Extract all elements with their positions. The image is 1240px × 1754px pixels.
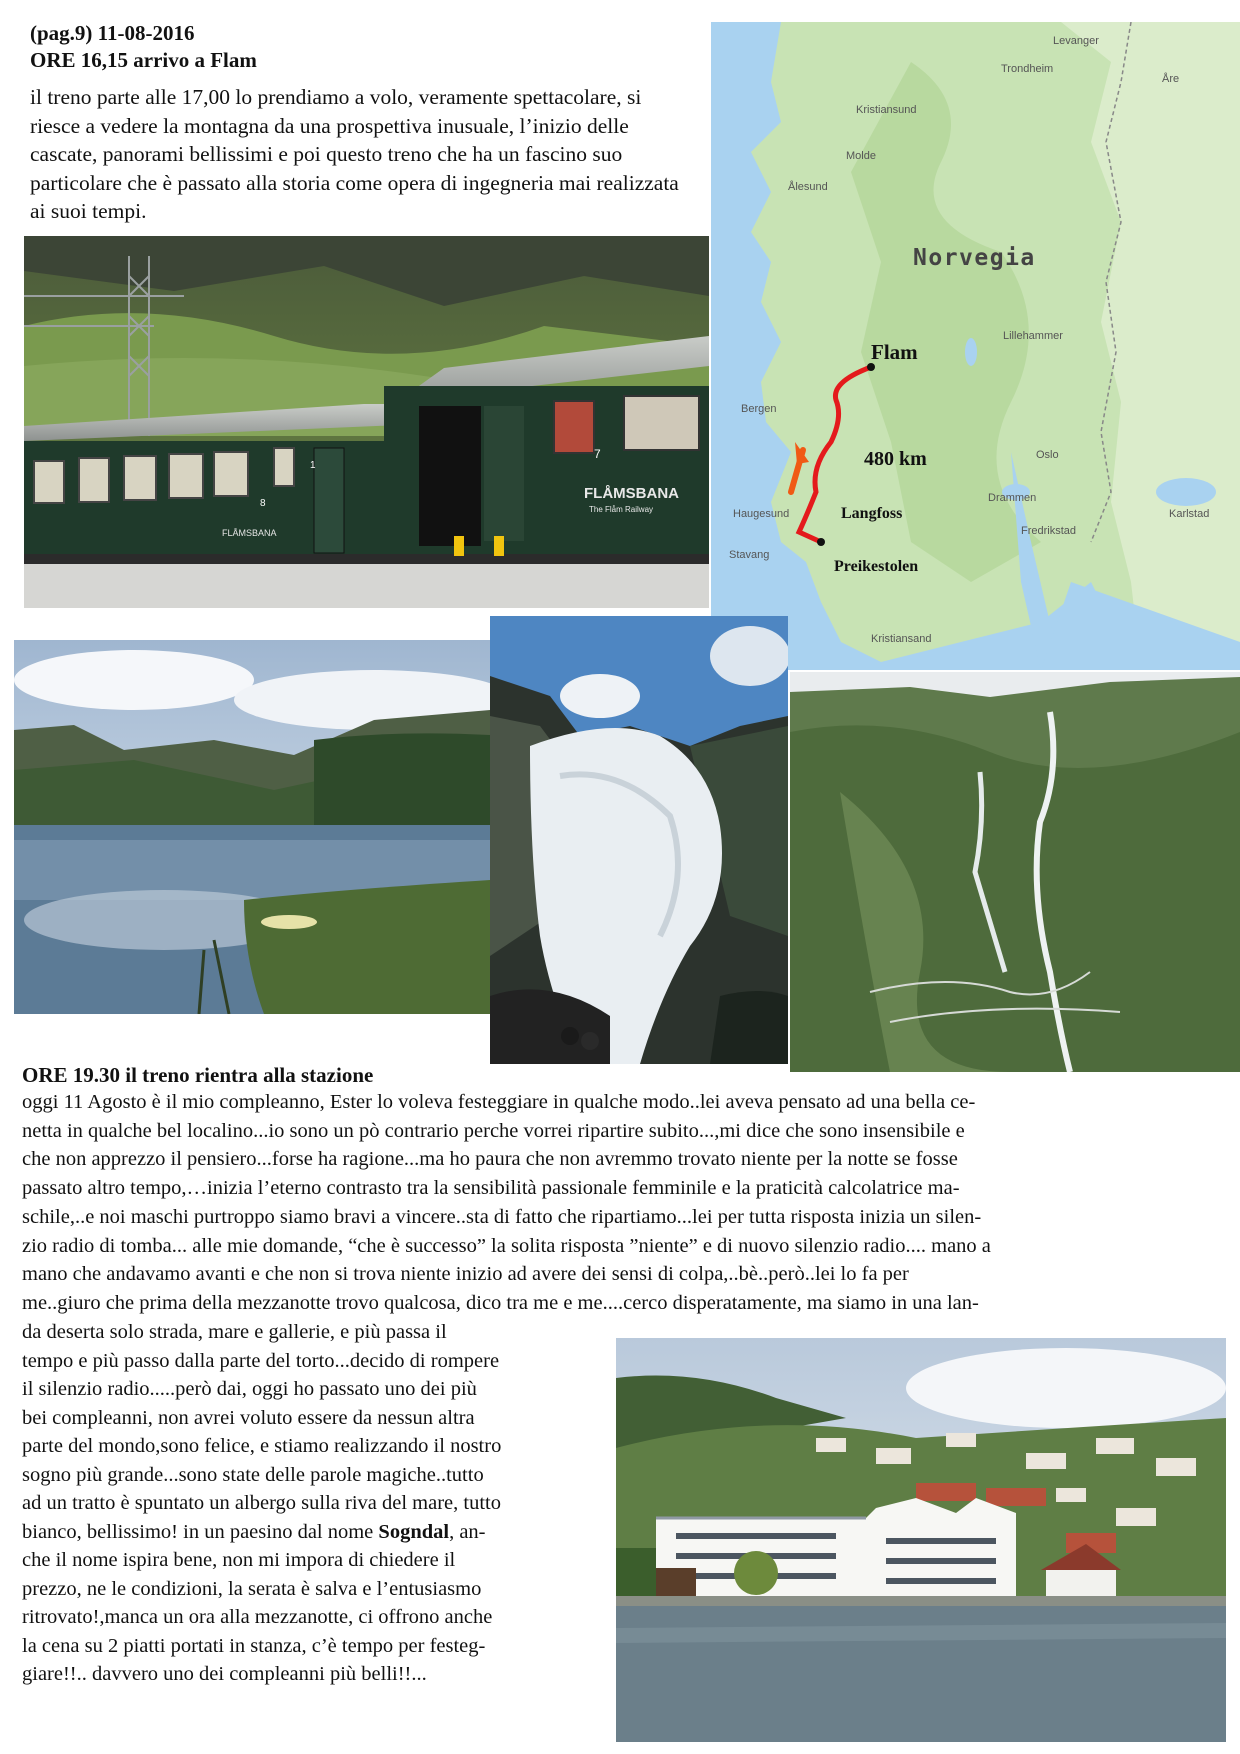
place-haugesund: Haugesund xyxy=(733,508,790,520)
body-line: tempo e più passo dalla parte del torto...decido di rompere xyxy=(22,1349,500,1372)
coach-right-logo: FLÅMSBANA xyxy=(584,485,679,502)
norway-route-map xyxy=(711,22,1240,670)
body-line: passato altro tempo,…inizia l’eterno contrasto tra la sensibilità passionale femminile e la praticità calcolatrice ma- xyxy=(22,1177,960,1200)
place-fredrikstad: Fredrikstad xyxy=(1021,525,1077,537)
town-name: Sogndal xyxy=(378,1520,450,1543)
lake-photo xyxy=(14,640,490,1014)
place-drammen: Drammen xyxy=(988,492,1037,504)
marker-flam xyxy=(867,363,875,371)
body-line: oggi 11 Agosto è il mio compleanno, Ester lo voleva festeggiare in qualche modo..lei aveva pensato ad una bella ce- xyxy=(22,1091,976,1113)
route-label-distance: 480 km xyxy=(864,448,927,470)
coach-left-number: 8 xyxy=(260,498,266,509)
body-line: netta in qualche bel localino...io sono un pò contrario perche vorrei ripartire subito...,mi dice che sono insensibile e xyxy=(22,1119,965,1142)
waterfall-photo xyxy=(490,616,788,1064)
body-line: ad un tratto è spuntato un albergo sulla riva del mare, tutto xyxy=(22,1492,501,1514)
body-line: prezzo, ne le condizioni, la serata è salva e l’entusiasmo xyxy=(22,1577,482,1600)
door-number: 1 xyxy=(310,460,316,471)
place-levanger: Levanger xyxy=(1053,35,1099,47)
place-kristiansand: Kristiansand xyxy=(871,633,932,645)
body-line: parte del mondo,sono felice, e stiamo realizzando il nostro xyxy=(22,1435,502,1457)
intro-paragraph: il treno parte alle 17,00 lo prendiamo a volo, veramente spettacolare, si riesce a vedere la montagna da una prospettiva inusuale, l’inizio delle cascate, panorami bellissimi e poi questo treno che ha un fascino suo particolare che è passato alla storia come opera di ingegneria mai realizzata ai suoi tempi. xyxy=(30,85,679,223)
route-label-preikestolen: Preikestolen xyxy=(834,558,919,575)
place-karlstad: Karlstad xyxy=(1169,508,1210,520)
body-line: giare!!.. davvero uno dei compleanni più belli!!... xyxy=(22,1663,427,1685)
body-line: che il nome ispira bene, non mi impora di chiedere il xyxy=(22,1549,456,1571)
mountain-waterfall-photo xyxy=(790,672,1240,1072)
coach-right-sub: The Flåm Railway xyxy=(589,505,654,514)
body-line: sogno più grande...sono state delle parole magiche..tutto xyxy=(22,1463,484,1486)
route-label-flam: Flam xyxy=(871,340,918,364)
train-photo xyxy=(24,236,709,608)
page-date-heading: (pag.9) 11-08-2016 xyxy=(30,21,195,45)
body-line: la cena su 2 piatti portati in stanza, c’è tempo per festeg- xyxy=(22,1634,486,1657)
body-line: zio radio di tomba... alle mie domande, “che è successo” la solita risposta ”niente” e di nuovo silenzio radio.... mano a xyxy=(22,1234,991,1257)
body-line: mano che andavamo avanti e che non si trova niente inizio ad avere dei sensi di colpa,..bè..però..lei lo fa per xyxy=(22,1263,909,1286)
body-line: me..giuro che prima della mezzanotte trovo qualcosa, dico tra me e me....cerco disperatamente, ma siamo in una lan- xyxy=(22,1291,979,1314)
coach-right-number: 7 xyxy=(594,447,601,461)
route-label-langfoss: Langfoss xyxy=(841,505,903,522)
place-stavanger: Stavang xyxy=(729,549,770,561)
place-are: Åre xyxy=(1162,73,1180,85)
body-full-lines xyxy=(22,1088,1232,1318)
body-line: ritrovato!,manca un ora alla mezzanotte, ci offrono anche xyxy=(22,1606,493,1628)
place-alesund: Ålesund xyxy=(788,181,828,193)
body-line: bei compleanni, non avrei voluto essere da nessun altra xyxy=(22,1406,475,1429)
body-narrow-lines xyxy=(22,1318,622,1689)
marker-preikestolen xyxy=(817,538,825,546)
place-trondheim: Trondheim xyxy=(1001,63,1054,75)
place-kristiansund: Kristiansund xyxy=(856,104,917,116)
body-line-town: bianco, bellissimo! in un paesino dal nome Sogndal, an- xyxy=(22,1520,486,1543)
country-label: Norvegia xyxy=(913,245,1036,271)
place-lillehammer: Lillehammer xyxy=(1003,330,1063,342)
return-heading: ORE 19.30 il treno rientra alla stazione xyxy=(22,1063,374,1087)
coach-left-logo: FLÅMSBANA xyxy=(222,528,277,538)
place-oslo: Oslo xyxy=(1036,449,1059,461)
body-line: che non apprezzo il pensiero...forse ha ragione...ma ho paura che non avremmo trovato niente per la notte se fosse xyxy=(22,1148,958,1171)
place-molde: Molde xyxy=(846,150,876,162)
body-line: il silenzio radio.....però dai, oggi ho passato uno dei più xyxy=(22,1378,477,1400)
arrival-heading: ORE 16,15 arrivo a Flam xyxy=(30,48,257,72)
hotel-photo xyxy=(616,1338,1226,1742)
body-line: da deserta solo strada, mare e gallerie, e più passa il xyxy=(22,1321,447,1343)
body-line: schile,..e noi maschi purtroppo siamo bravi a vincere..sta di fatto che ripartiamo...lei per tutta risposta inizia un silen- xyxy=(22,1205,982,1228)
place-bergen: Bergen xyxy=(741,403,777,415)
